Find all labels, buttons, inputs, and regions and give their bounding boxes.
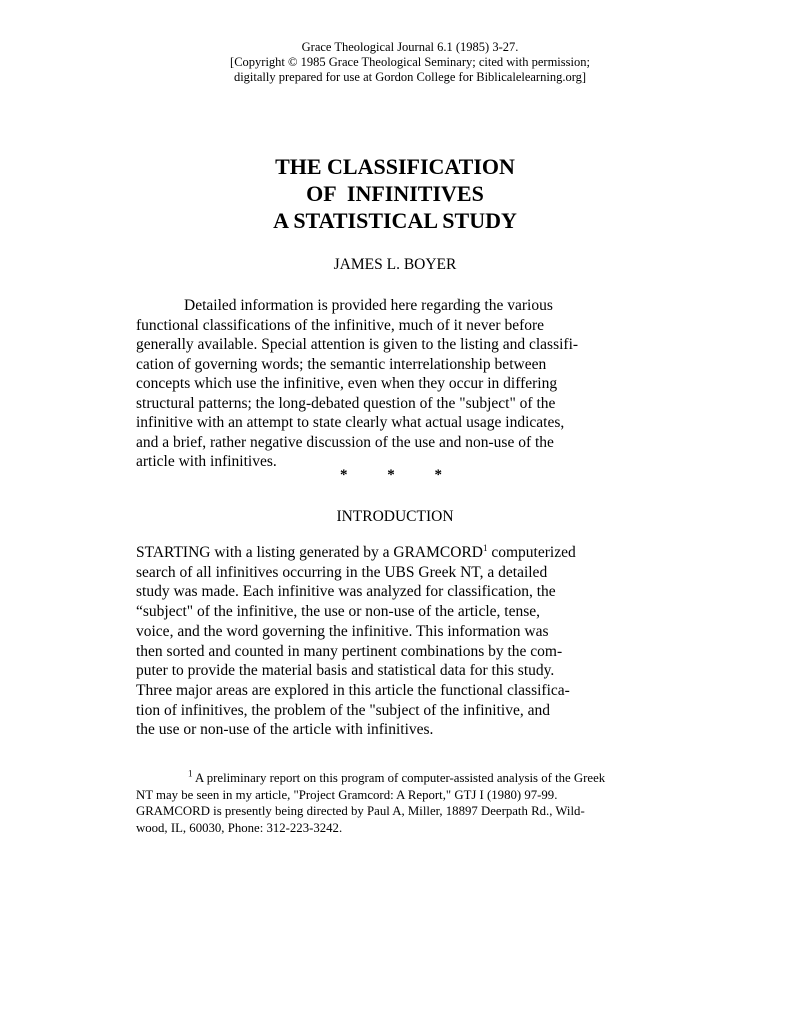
abstract-paragraph bbox=[136, 296, 656, 472]
abstract-line: cation of governing words; the semantic interrelationship between bbox=[136, 355, 547, 373]
introduction-text: computerized bbox=[487, 544, 576, 561]
title-line: OF INFINITIVES bbox=[306, 181, 484, 206]
introduction-line: puter to provide the material basis and statistical data for this study. bbox=[136, 662, 555, 680]
introduction-line bbox=[136, 543, 656, 563]
author-name: JAMES L. BOYER bbox=[333, 256, 457, 273]
footnote-line: NT may be seen in my article, "Project Gramcord: A Report," GTJ I (1980) 97-99. bbox=[136, 787, 558, 802]
article-title bbox=[180, 153, 610, 234]
abstract-line: structural patterns; the long-debated question of the "subject" of the bbox=[136, 394, 556, 412]
abstract-line: concepts which use the infinitive, even when they occur in differing bbox=[136, 375, 558, 392]
introduction-line: Three major areas are explored in this article the functional classifica- bbox=[136, 681, 570, 699]
abstract-line: Detailed information is provided here regarding the various bbox=[184, 297, 553, 314]
abstract-line: infinitive with an attempt to state clearly what actual usage indicates, bbox=[136, 414, 565, 431]
section-heading: INTRODUCTION bbox=[336, 508, 454, 525]
footnote-line: GRAMCORD is presently being directed by Paul A, Miller, 18897 Deerpath Rd., Wild- bbox=[136, 804, 585, 818]
header-line: Grace Theological Journal 6.1 (1985) 3-27. bbox=[301, 40, 519, 54]
footnote-text: A preliminary report on this program of computer-assisted analysis of the Greek bbox=[192, 771, 606, 785]
footnote bbox=[136, 770, 666, 836]
introduction-line: voice, and the word governing the infinitive. This information was bbox=[136, 622, 549, 640]
introduction-line: tion of infinitives, the problem of the "subject of the infinitive, and bbox=[136, 701, 550, 719]
footnote-line: wood, IL, 60030, Phone: 312-223-3242. bbox=[136, 820, 343, 835]
header-line: [Copyright © 1985 Grace Theological Seminary; cited with permission; bbox=[230, 55, 590, 69]
title-line: A STATISTICAL STUDY bbox=[273, 208, 517, 233]
abstract-line: functional classifications of the infinitive, much of it never before bbox=[136, 316, 545, 334]
abstract-line: generally available. Special attention is given to the listing and classifi- bbox=[136, 336, 579, 353]
journal-citation-header bbox=[200, 40, 620, 85]
header-line: digitally prepared for use at Gordon College for Biblicalelearning.org] bbox=[233, 70, 587, 84]
footnote-marker: 1 bbox=[188, 768, 193, 779]
introduction-line: “subject" of the infinitive, the use or non-use of the article, tense, bbox=[136, 603, 541, 621]
introduction-line: then sorted and counted in many pertinent combinations by the com- bbox=[136, 642, 563, 660]
title-line: THE CLASSIFICATION bbox=[275, 154, 515, 179]
footnote-reference[interactable]: 1 bbox=[482, 542, 488, 553]
introduction-line: search of all infinitives occurring in the UBS Greek NT, a detailed bbox=[136, 563, 548, 581]
footnote-line bbox=[136, 770, 666, 787]
introduction-line: study was made. Each infinitive was analyzed for classification, the bbox=[136, 583, 556, 601]
section-separator: * * * bbox=[340, 467, 460, 483]
introduction-paragraph bbox=[136, 543, 656, 740]
abstract-line: and a brief, rather negative discussion of the use and non-use of the bbox=[136, 433, 554, 451]
abstract-line: article with infinitives. bbox=[136, 453, 277, 470]
introduction-text: STARTING with a listing generated by a GRAMCORD bbox=[136, 544, 483, 561]
introduction-line: the use or non-use of the article with infinitives. bbox=[136, 721, 434, 739]
